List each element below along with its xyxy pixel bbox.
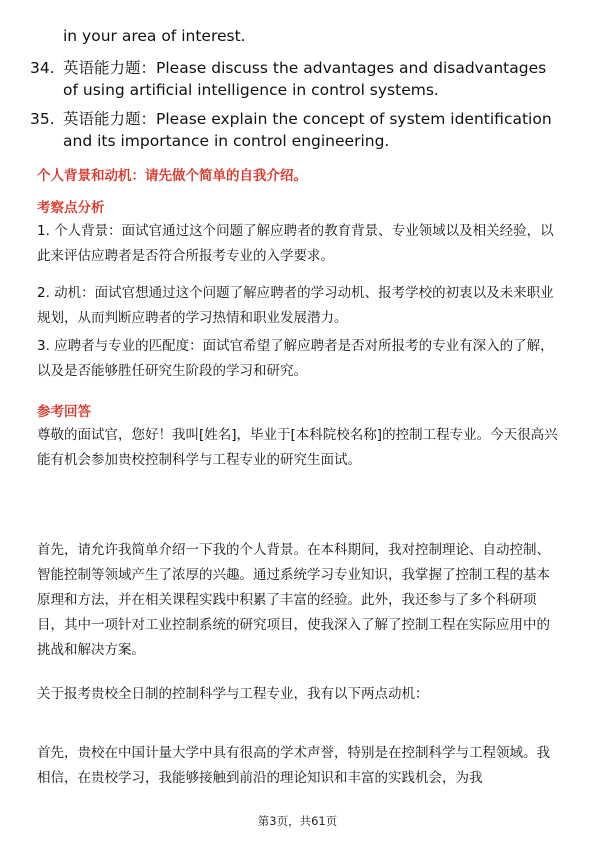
answer-paragraph: 关于报考贵校全日制的控制科学与工程专业，我有以下两点动机： xyxy=(37,686,429,702)
question-number: 35. xyxy=(30,110,55,128)
question-number: 34. xyxy=(30,59,55,77)
question-text: 英语能力题：Please discuss the advantages and disadvantages of using artificial intelligence in control systems. xyxy=(63,59,547,99)
section-heading: 个人背景和动机：请先做个简单的自我介绍。 xyxy=(37,168,307,184)
question-33-continuation: in your area of interest. xyxy=(63,27,246,45)
answer-paragraph: 首先，贵校在中国计量大学中具有很高的学术声誉，特别是在控制科学与工程领域。我相信，在贵校学习，我能够接触到前沿的理论知识和丰富的实践机会，为我 xyxy=(37,745,550,786)
answer-paragraph: 首先，请允许我简单介绍一下我的个人背景。在本科期间，我对控制理论、自动控制、智能控制等领域产生了浓厚的兴趣。通过系统学习专业知识，我掌握了控制工程的基本原理和方法，并在相关课程实践中积累了丰富的经验。此外，我还参与了多个科研项目，其中一项针对工业控制系统的研究项目，使我深入了解了控制工程在实际应用中的挑战和解决方案。 xyxy=(37,542,550,658)
analysis-item: 3. 应聘者与专业的匹配度：面试官希望了解应聘者是否对所报考的专业有深入的了解，以及是否能够胜任研究生阶段的学习和研究。 xyxy=(37,338,554,379)
page-number: 第3页，共61页 xyxy=(257,814,338,828)
answer-paragraph: 尊敬的面试官，您好！我叫[姓名]，毕业于[本科院校名称]的控制工程专业。今天很高兴能有机会参加贵校控制科学与工程专业的研究生面试。 xyxy=(37,427,558,468)
analysis-title: 考察点分析 xyxy=(37,200,105,216)
analysis-item: 1. 个人背景：面试官通过这个问题了解应聘者的教育背景、专业领域以及相关经验，以此来评估应聘者是否符合所报考专业的入学要求。 xyxy=(37,223,554,264)
answer-title: 参考回答 xyxy=(37,404,91,420)
question-text: 英语能力题：Please explain the concept of system identification and its importance in control engineering. xyxy=(63,110,552,150)
analysis-item: 2. 动机：面试官想通过这个问题了解应聘者的学习动机、报考学校的初衷以及未来职业规划，从而判断应聘者的学习热情和职业发展潜力。 xyxy=(37,285,554,326)
